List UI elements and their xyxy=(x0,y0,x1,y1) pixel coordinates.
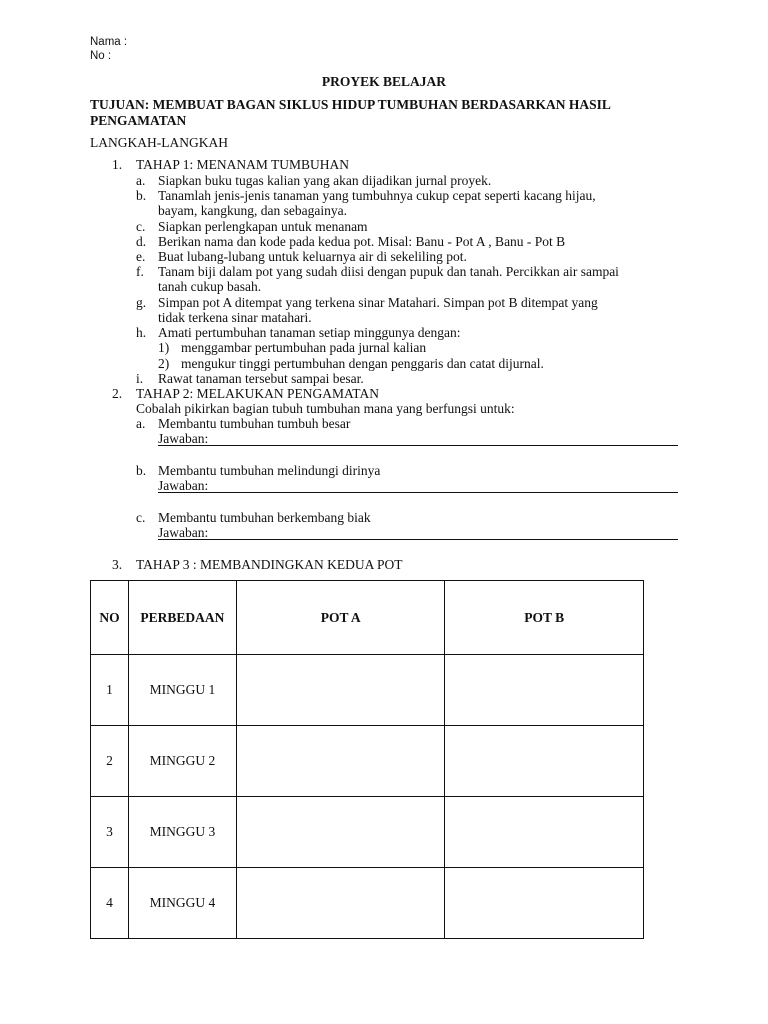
tahap-3-number: 3. xyxy=(112,557,123,572)
answer-line-b[interactable] xyxy=(158,492,678,493)
table-header-row xyxy=(91,581,644,655)
tahap-3-title: TAHAP 3 : MEMBANDINGKAN KEDUA POT xyxy=(136,557,403,572)
row-number: 2 xyxy=(91,726,129,797)
langkah-heading: LANGKAH-LANGKAH xyxy=(90,135,228,150)
row-label: MINGGU 3 xyxy=(128,797,236,868)
pot-b-cell[interactable] xyxy=(445,868,644,939)
tahap-1-item-e: Buat lubang-lubang untuk keluarnya air di sekeliling pot. xyxy=(158,249,467,264)
item-marker: a. xyxy=(136,173,146,188)
tahap-2-title: TAHAP 2: MELAKUKAN PENGAMATAN xyxy=(136,386,379,401)
tahap-1-item-d: Berikan nama dan kode pada kedua pot. Misal: Banu - Pot A , Banu - Pot B xyxy=(158,234,566,249)
header-pot-b: POT B xyxy=(445,581,644,655)
row-label: MINGGU 4 xyxy=(128,868,236,939)
question-c: Membantu tumbuhan berkembang biak xyxy=(158,510,371,525)
tahap-2-intro: Cobalah pikirkan bagian tubuh tumbuhan mana yang berfungsi untuk: xyxy=(136,401,515,416)
tahap-1-item-b-line-2: bayam, kangkung, dan sebagainya. xyxy=(158,203,347,218)
item-marker: c. xyxy=(136,510,146,525)
tahap-2-number: 2. xyxy=(112,386,123,401)
answer-line-a[interactable] xyxy=(158,445,678,446)
answer-label-c: Jawaban: xyxy=(158,525,209,540)
pot-a-cell[interactable] xyxy=(236,797,445,868)
item-marker: e. xyxy=(136,249,146,264)
answer-label-b: Jawaban: xyxy=(158,478,209,493)
question-b: Membantu tumbuhan melindungi dirinya xyxy=(158,463,381,478)
tujuan-line-2: PENGAMATAN xyxy=(90,113,187,128)
row-number: 3 xyxy=(91,797,129,868)
item-marker: b. xyxy=(136,463,147,478)
table-row xyxy=(91,726,644,797)
item-marker: a. xyxy=(136,416,146,431)
header-perbedaan: PERBEDAAN xyxy=(128,581,236,655)
tahap-1-number: 1. xyxy=(112,157,123,172)
tahap-1-item-g-line-2: tidak terkena sinar matahari. xyxy=(158,310,312,325)
tahap-1-item-h-sub-1: menggambar pertumbuhan pada jurnal kalian xyxy=(181,340,427,355)
answer-line-c[interactable] xyxy=(158,539,678,540)
question-a: Membantu tumbuhan tumbuh besar xyxy=(158,416,351,431)
pot-a-cell[interactable] xyxy=(236,868,445,939)
tahap-1-item-a: Siapkan buku tugas kalian yang akan dijadikan jurnal proyek. xyxy=(158,173,492,188)
item-marker: h. xyxy=(136,325,147,340)
comparison-table xyxy=(90,580,644,939)
tahap-1-item-i: Rawat tanaman tersebut sampai besar. xyxy=(158,371,364,386)
tahap-1-title: TAHAP 1: MENANAM TUMBUHAN xyxy=(136,157,350,172)
page-title: PROYEK BELAJAR xyxy=(321,74,447,89)
nama-label: Nama : xyxy=(90,36,128,48)
no-label: No : xyxy=(90,50,112,62)
header-pot-a: POT A xyxy=(236,581,445,655)
row-number: 4 xyxy=(91,868,129,939)
tujuan-line-1: TUJUAN: MEMBUAT BAGAN SIKLUS HIDUP TUMBUHAN BERDASARKAN HASIL xyxy=(90,97,611,112)
answer-label-a: Jawaban: xyxy=(158,431,209,446)
table-row xyxy=(91,797,644,868)
row-number: 1 xyxy=(91,655,129,726)
tahap-1-item-f-line-1: Tanam biji dalam pot yang sudah diisi dengan pupuk dan tanah. Percikkan air sampai xyxy=(158,264,619,279)
tahap-1-item-g-line-1: Simpan pot A ditempat yang terkena sinar Matahari. Simpan pot B ditempat yang xyxy=(158,295,598,310)
tahap-1-item-h-sub-2: mengukur tinggi pertumbuhan dengan penggaris dan catat dijurnal. xyxy=(181,356,544,371)
tahap-1-item-c: Siapkan perlengkapan untuk menanam xyxy=(158,219,368,234)
tahap-1-item-h: Amati pertumbuhan tanaman setiap minggunya dengan: xyxy=(158,325,461,340)
header-no: NO xyxy=(91,581,129,655)
item-marker: g. xyxy=(136,295,147,310)
row-label: MINGGU 2 xyxy=(128,726,236,797)
sub-marker: 2) xyxy=(158,356,170,371)
tahap-1-item-f-line-2: tanah cukup basah. xyxy=(158,279,262,294)
tahap-1-item-b-line-1: Tanamlah jenis-jenis tanaman yang tumbuhnya cukup cepat seperti kacang hijau, xyxy=(158,188,596,203)
item-marker: d. xyxy=(136,234,147,249)
item-marker: i. xyxy=(136,371,144,386)
item-marker: f. xyxy=(136,264,144,279)
item-marker: b. xyxy=(136,188,147,203)
row-label: MINGGU 1 xyxy=(128,655,236,726)
pot-b-cell[interactable] xyxy=(445,726,644,797)
pot-b-cell[interactable] xyxy=(445,655,644,726)
table-row xyxy=(91,868,644,939)
pot-b-cell[interactable] xyxy=(445,797,644,868)
pot-a-cell[interactable] xyxy=(236,655,445,726)
pot-a-cell[interactable] xyxy=(236,726,445,797)
sub-marker: 1) xyxy=(158,340,170,355)
table-row xyxy=(91,655,644,726)
item-marker: c. xyxy=(136,219,146,234)
